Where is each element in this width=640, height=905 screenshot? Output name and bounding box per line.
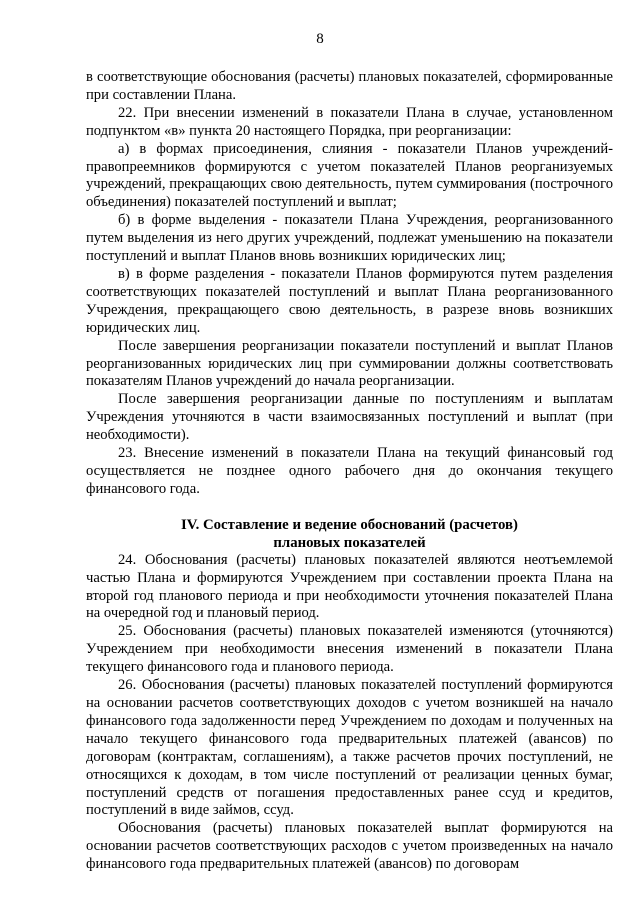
section-heading-line-1: IV. Составление и ведение обоснований (расчетов) bbox=[181, 516, 518, 533]
paragraph: 22. При внесении изменений в показатели Плана в случае, установленном подпунктом «в» пункта 20 настоящего Порядка, при реорганизации: bbox=[86, 104, 613, 139]
paragraph: 25. Обоснования (расчеты) плановых показателей изменяются (уточняются) Учреждением при необходимости внесения изменений в показатели Плана текущего финансового года и планового периода. bbox=[86, 623, 613, 676]
paragraph: в соответствующие обоснования (расчеты) плановых показателей, сформированные при составлении Плана. bbox=[86, 69, 613, 103]
paragraph: б) в форме выделения - показатели Плана Учреждения, реорганизованного путем выделения из него других учреждений, подлежат уменьшению на показатели поступлений и выплат Планов вновь возникших юридических лиц; bbox=[86, 212, 613, 265]
section-heading-line-2: плановых показателей bbox=[273, 534, 426, 551]
paragraph: 24. Обоснования (расчеты) плановых показателей являются неотъемлемой частью Плана и формируются Учреждением при составлении проекта Плана на второй год планового периода и при необходимости уточнения показателей Плана на очередной год и плановый период. bbox=[86, 551, 613, 622]
paragraph: 26. Обоснования (расчеты) плановых показателей поступлений формируются на основании расчетов соответствующих доходов с учетом возникшей на начало финансового года задолженности перед Учреждением по доходам и полученных на начало текущего финансового года предварительных платежей (авансов) по договорам (контрактам, соглашениям), а также расчетов прочих поступлений, не относящихся к доходам, в том числе поступлений от реализации ценных бумаг, поступлений средств от погашения предоставленных ранее ссуд и кредитов, поступлений в виде займов, ссуд. bbox=[86, 677, 613, 819]
paragraph: а) в формах присоединения, слияния - показатели Планов учреждений-правопреемников формируются с учетом показателей Планов реорганизуемых учреждений, прекращающих свою деятельность, путем суммирования (построчного объединения) показателей поступлений и выплат; bbox=[86, 140, 613, 211]
paragraph: После завершения реорганизации данные по поступлениям и выплатам Учреждения уточняются в части взаимосвязанных поступлений и выплат (при необходимости). bbox=[86, 391, 613, 444]
paragraph: После завершения реорганизации показатели поступлений и выплат Планов реорганизованных юридических лиц при суммировании должны соответствовать показателям Планов учреждений до начала реорганизации. bbox=[86, 337, 613, 390]
document-body bbox=[86, 69, 613, 874]
paragraphs-after-heading bbox=[86, 552, 613, 874]
section-heading bbox=[86, 516, 613, 552]
paragraph: Обоснования (расчеты) плановых показателей выплат формируются на основании расчетов соответствующих расходов с учетом произведенных на начало финансового года предварительных платежей (авансов) по договорам bbox=[86, 820, 613, 873]
paragraphs-before-heading bbox=[86, 69, 613, 499]
page-number: 8 bbox=[316, 31, 324, 47]
paragraph: в) в форме разделения - показатели Планов формируются путем разделения соответствующих показателей поступлений и выплат Плана реорганизованного Учреждения, прекращающего свою деятельность, в разрезе вновь возникших юридических лиц. bbox=[86, 265, 613, 336]
paragraph: 23. Внесение изменений в показатели Плана на текущий финансовый год осуществляется не позднее одного рабочего дня до окончания текущего финансового года. bbox=[86, 445, 613, 497]
